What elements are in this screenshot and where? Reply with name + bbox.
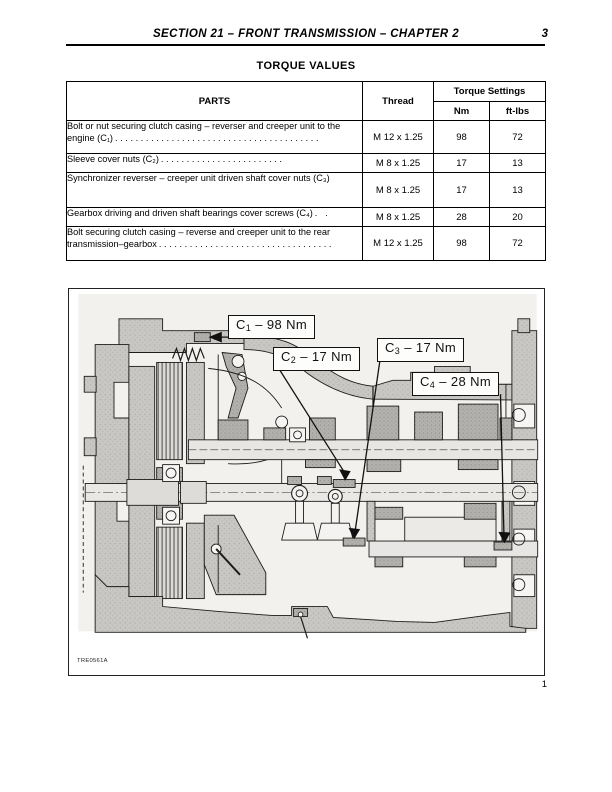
col-header-thread: Thread bbox=[363, 82, 434, 121]
nm-value: 98 bbox=[434, 121, 490, 154]
ftlbs-value: 72 bbox=[490, 121, 546, 154]
part-description: Gearbox driving and driven shaft bearings cover screws (C₄) . . bbox=[67, 208, 363, 227]
col-header-nm: Nm bbox=[434, 102, 490, 121]
table-row bbox=[67, 173, 546, 208]
ftlbs-value: 20 bbox=[490, 208, 546, 227]
part-description: Bolt or nut securing clutch casing – reverser and creeper unit to the engine (C₁) ........................................ bbox=[67, 121, 363, 154]
col-header-ftlbs: ft-lbs bbox=[490, 102, 546, 121]
thread-value: M 12 x 1.25 bbox=[363, 121, 434, 154]
callout-c3: $C_3 - 17$ Nm bbox=[377, 338, 464, 362]
callout-c4: $C_4 - 28$ Nm bbox=[412, 372, 499, 396]
col-header-parts: PARTS bbox=[67, 82, 363, 121]
callout-c1: $C_1 - 98$ Nm bbox=[228, 315, 315, 339]
table-row bbox=[67, 208, 546, 227]
page-header-title: SECTION 21 – FRONT TRANSMISSION – CHAPTER 2 bbox=[152, 28, 460, 40]
part-description: Bolt securing clutch casing – reverse and creeper unit to the rear transmission–gearbox .................................. bbox=[67, 227, 363, 261]
nm-value: 98 bbox=[434, 227, 490, 261]
part-description: Sleeve cover nuts (C₂) ........................ bbox=[67, 154, 363, 173]
section-title: TORQUE VALUES bbox=[256, 60, 356, 72]
figure-reference-code: TRE0561A bbox=[77, 658, 108, 664]
thread-value: M 8 x 1.25 bbox=[363, 154, 434, 173]
nm-value: 17 bbox=[434, 154, 490, 173]
torque-values-table bbox=[66, 81, 546, 261]
figure-frame bbox=[68, 288, 545, 676]
table-row bbox=[67, 121, 546, 154]
col-header-torque-settings: Torque Settings bbox=[434, 82, 546, 102]
table-row bbox=[67, 227, 546, 261]
table-row bbox=[67, 154, 546, 173]
nm-value: 28 bbox=[434, 208, 490, 227]
ftlbs-value: 72 bbox=[490, 227, 546, 261]
nm-value: 17 bbox=[434, 173, 490, 208]
ftlbs-value: 13 bbox=[490, 154, 546, 173]
thread-value: M 12 x 1.25 bbox=[363, 227, 434, 261]
ftlbs-value: 13 bbox=[490, 173, 546, 208]
part-description: Synchronizer reverser – creeper unit driven shaft cover nuts (C₃) bbox=[67, 173, 363, 208]
header-page-number: 3 bbox=[541, 28, 548, 40]
callout-c2: $C_2 - 17$ Nm bbox=[273, 347, 360, 371]
thread-value: M 8 x 1.25 bbox=[363, 173, 434, 208]
footer-page-number: 1 bbox=[541, 679, 547, 690]
header-divider bbox=[66, 44, 545, 46]
thread-value: M 8 x 1.25 bbox=[363, 208, 434, 227]
